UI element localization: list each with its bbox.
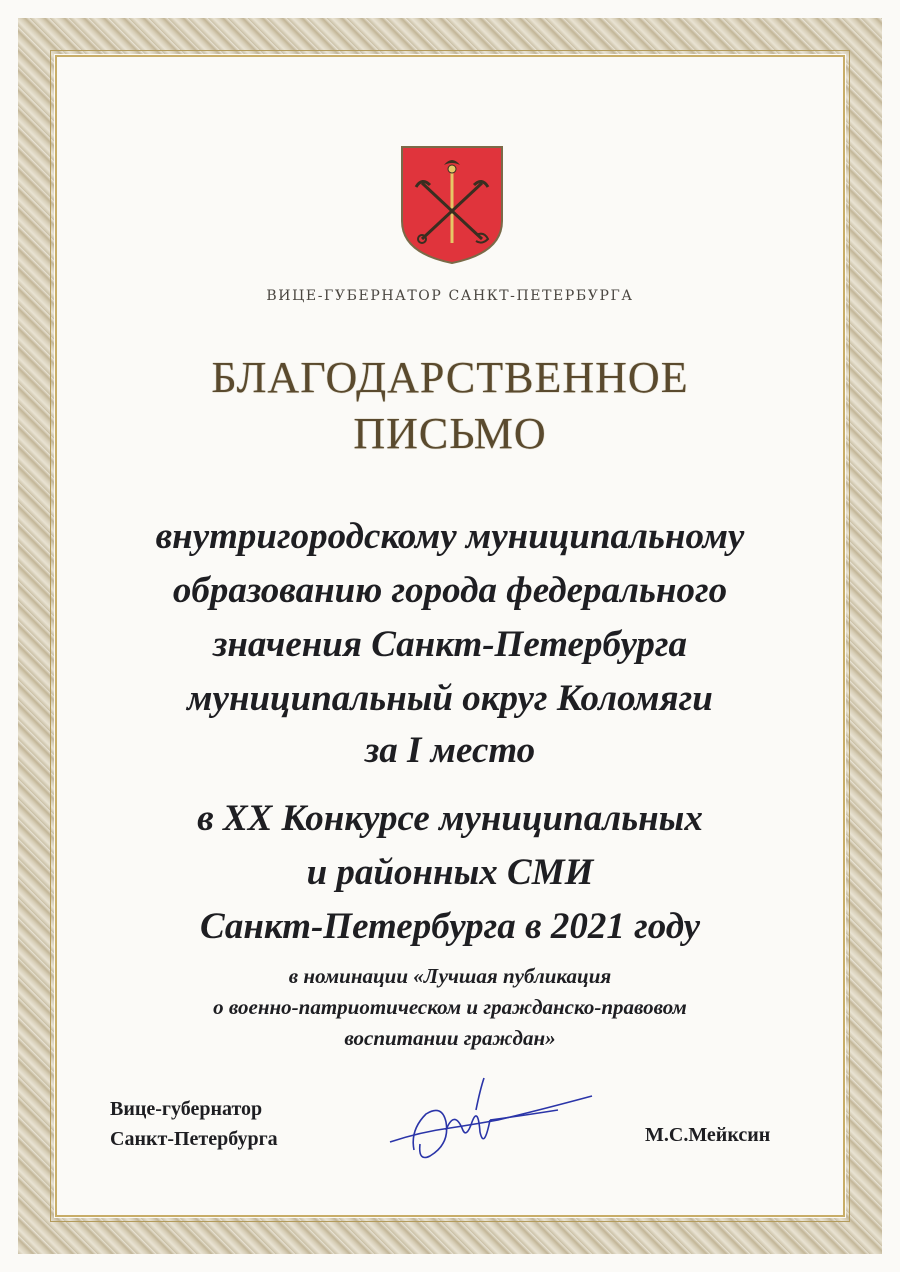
handwritten-signature bbox=[380, 1070, 610, 1170]
issuer-title: ВИЦЕ-ГУБЕРНАТОР САНКТ-ПЕТЕРБУРГА bbox=[266, 288, 634, 304]
contest-block bbox=[0, 792, 900, 954]
recipient-line: значения Санкт-Петербурга bbox=[212, 624, 688, 665]
nomination-line: в номинации «Лучшая публикация bbox=[288, 964, 612, 988]
nomination-block bbox=[0, 961, 900, 1054]
recipient-block bbox=[0, 510, 900, 726]
contest-line: Санкт-Петербурга в 2021 году bbox=[199, 906, 701, 947]
nomination-line: о военно-патриотическом и гражданско-правовом bbox=[213, 995, 687, 1019]
recipient-line: муниципальный округ Коломяги bbox=[187, 678, 713, 719]
place-block bbox=[0, 724, 900, 778]
contest-line: в XX Конкурсе муниципальных bbox=[197, 798, 703, 839]
place-text: за I место bbox=[364, 730, 536, 771]
signatory-position bbox=[110, 1094, 278, 1154]
nomination-line: воспитании граждан» bbox=[344, 1026, 556, 1050]
signatory-position-line2: Санкт-Петербурга bbox=[110, 1128, 278, 1150]
document-title-line1: БЛАГОДАРСТВЕННОЕ bbox=[211, 353, 689, 402]
recipient-line: образованию города федерального bbox=[172, 570, 728, 611]
signatory-position-line1: Вице-губернатор bbox=[110, 1098, 263, 1120]
document-title-line2: ПИСЬМО bbox=[353, 409, 547, 458]
coat-of-arms-icon bbox=[398, 143, 506, 267]
recipient-line: внутригородскому муниципальному bbox=[155, 516, 745, 557]
signatory-name: М.С.Мейксин bbox=[645, 1124, 771, 1146]
contest-line: и районных СМИ bbox=[306, 852, 594, 893]
